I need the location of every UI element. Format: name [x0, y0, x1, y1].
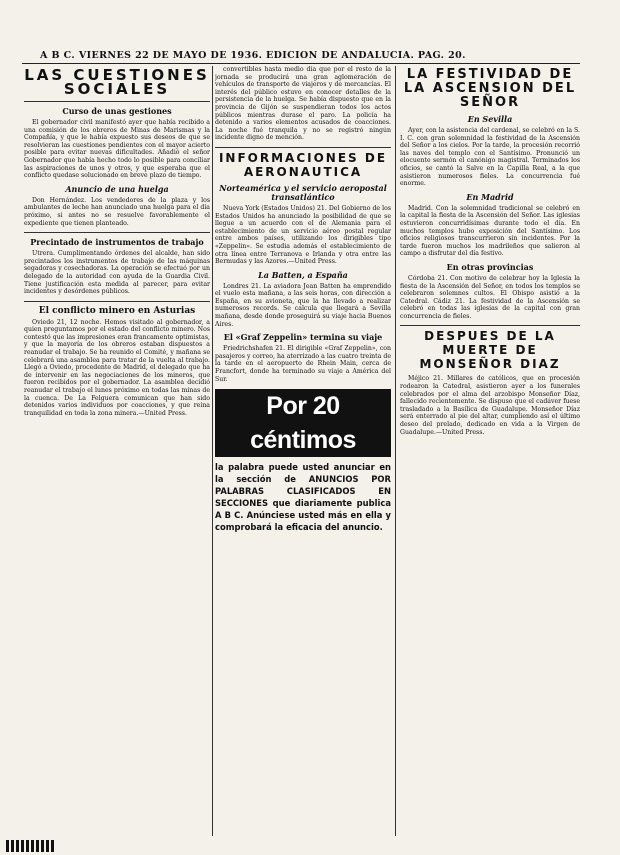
article-body: Don Hernández. Los vendedores de la plaza y los ambulantes de leche han anunciado una huelga para el día próximo, si antes no se resuelve favorablemente el expediente que tienen planteado. [24, 196, 210, 227]
article-body: Ayer, con la asistencia del cardenal, se celebró en la S. I. C. con gran solemnidad la festividad de la Ascensión del Señor a los cielos. Por la tarde, la procesión recorrió las naves del templo con el Santísimo. Pronunció un elocuente sermón el canónigo magistral. Terminados los oficios, se cantó la Salve en la Capilla Real, a la que asistieron numerosos fieles. La concurrencia fué enorme. [400, 127, 580, 188]
article-headline: Curso de unas gestiones [62, 106, 172, 116]
section-title: DESPUES DE LA MUERTE DE MONSEÑOR DIAZ [419, 329, 561, 372]
section-title: LA FESTIVIDAD DE LA ASCENSION DEL SEÑOR [403, 67, 577, 110]
article-headline: En Sevilla [467, 114, 513, 124]
header-rule [22, 63, 580, 64]
ad-text: la palabra puede usted anunciar en la sección de ANUNCIOS POR PALABRAS CLASIFICADOS EN SECCIONES que diariamente publica A B C. Anúnciese usted más en ella y comprobará la eficacia del anuncio. [215, 462, 391, 533]
article-body: Utrera. Cumplimentando órdenes del alcalde, han sido precintados los instrumentos de trabajo de las máquinas segadoras y cosechadoras. La operación se efectuó por un delegado de la autoridad con ayuda de la Guardia Civil. Tiene justificación esta medida al parecer, para evitar incidentes y desórdenes públicos. [24, 250, 210, 296]
article-body: Córdoba 21. Con motivo de celebrar hoy la Iglesia la fiesta de la Ascensión del Señor, en todos los templos se celebraron solemnes cultos. El Obispo asistió a la Catedral. Cádiz 21. La festividad de la Ascensión se celebró en todas las iglesias de la capital con gran concurrencia de fieles. [400, 274, 580, 320]
column-divider [212, 66, 213, 836]
ad-headline: Por 20 céntimos [215, 389, 391, 457]
page-header: A B C. VIERNES 22 DE MAYO DE 1936. EDICION DE ANDALUCIA. PAG. 20. [40, 50, 466, 61]
article-body: El gobernador civil manifestó ayer que había recibido a una comisión de los obreros de Minas de Marismas y la Compañía, y que le había expuesto sus deseos de que se resolvieran las cuestiones pendientes con el mayor acierto posible para evitar nuevas dificultades. Añadió el señor Gobernador que había hecho todo lo posible para conciliar las aspiraciones de unos y otros, y que esperaba que el conflicto quedase solucionado en breve plazo de tiempo. [24, 119, 210, 180]
article-headline: Precintado de instrumentos de trabajo [30, 237, 204, 248]
article-headline: En Madrid [466, 191, 514, 202]
article-body: Oviedo 21, 12 noche. Hemos visitado al gobernador, a quien preguntamos por el estado del conflicto minero. Nos contestó que las impresiones eran francamente optimistas, y que la mayoría de los obreros estaban dispuestos a reanudar el trabajo. Se ha reunido el Comité, y mañana se celebrará una asamblea para tratar de la vuelta al trabajo. Llegó a Oviedo, procedente de Madrid, el delegado que ha de intervenir en las negociaciones de los mineros, que fueron recibidos por el gobernador. La asamblea decidió reanudar el trabajo el lunes próximo en todas las minas de la cuenca. De La Felguera comunican que han sido detenidos varios individuos por coacciones, y que reina tranquilidad en toda la zona minera.—United Press. [24, 318, 210, 417]
article-headline: La Batten, a España [258, 269, 348, 280]
article-headline: Anuncio de una huelga [65, 183, 169, 194]
column-middle [215, 66, 391, 836]
barcode-stamp [6, 840, 56, 852]
article-body: Méjico 21. Millares de católicos, que en procesión rodearon la Catedral, asistieron ayer a los funerales celebrados por el alma del arzobispo Monseñor Díaz, fallecido recientemente. Se dispuso que el cadáver fuese trasladado a la Basílica de Guadalupe. Monseñor Díaz será enterrado al pie del altar, cumpliendo así el último deseo del prelado, dedicado en vida a la Virgen de Guadalupe.—United Press. [400, 375, 580, 436]
article-headline: Norteamérica y el servicio aeropostal transatlántico [219, 182, 387, 202]
divider [215, 147, 391, 148]
divider [24, 101, 210, 102]
divider [24, 301, 210, 302]
article-body: Nueva York (Estados Unidos) 21. Del Gobierno de los Estados Unidos ha anunciado la posibilidad de que se llegue a un acuerdo con el de Alemania para el establecimiento de un servicio aéreo postal regular entre ambos países, utilizando los dirigibles tipo «Zeppelin». Se estudia además el establecimiento de otra línea entre Terranova e Irlanda y otra entre las Bermudas y las Azores.—United Press. [215, 204, 391, 266]
section-title: LAS CUESTIONES SOCIALES [24, 66, 210, 98]
column-right [400, 66, 580, 836]
article-headline: En otras provincias [446, 261, 534, 272]
article-headline: El conflicto minero en Asturias [38, 305, 196, 316]
column-divider [395, 66, 396, 836]
article-body: Madrid. Con la solemnidad tradicional se celebró en la capital la fiesta de la Ascensión del Señor. Las iglesias estuvieron concurridísimas durante todo el día. En muchos templos hubo exposición del Santísimo. Los oficios religiosos transcurrieron sin incidentes. Por la tarde fueron muchos los madrileños que salieron al campo a disfrutar del día festivo. [400, 204, 580, 258]
article-body: convertibles hasta medio día que por el resto de la jornada se producirá una gran aglomeración de vehículos de transporte de viajeros y de mercancías. El interés del público estuvo en conocer detalles de la persistencia de la huelga. Se había dispuesto que en la provincia de Gijón se suspendieran todos los actos públicos mientras durase el paro. La policía ha detenido a varios elementos acusados de coacciones. La noche fué tranquila y no se registró ningún incidente digno de mención. [215, 66, 391, 142]
article-body: Londres 21. La aviadora Jean Batten ha emprendido el vuelo esta mañana, a las seis horas, con dirección a España, en su avioneta, que la ha llevado a realizar numerosos records. Se calcula que llegará a Sevilla mañana, desde donde proseguirá su viaje hacia Buenos Aires. [215, 282, 391, 328]
column-left [24, 66, 210, 836]
divider [400, 325, 580, 326]
article-body: Friedrichshafen 21. El dirigible «Graf Zeppelin», con pasajeros y correo, ha aterrizado a las cuatro treinta de la tarde en el aeropuerto de Rhein Main, cerca de Francfort, donde ha terminado su viaje a América del Sur. [215, 345, 391, 383]
article-headline: El «Graf Zeppelin» termina su viaje [223, 332, 383, 343]
divider [24, 232, 210, 233]
classified-ad [215, 389, 391, 533]
section-title: INFORMACIONES DE AERONAUTICA [218, 150, 388, 179]
